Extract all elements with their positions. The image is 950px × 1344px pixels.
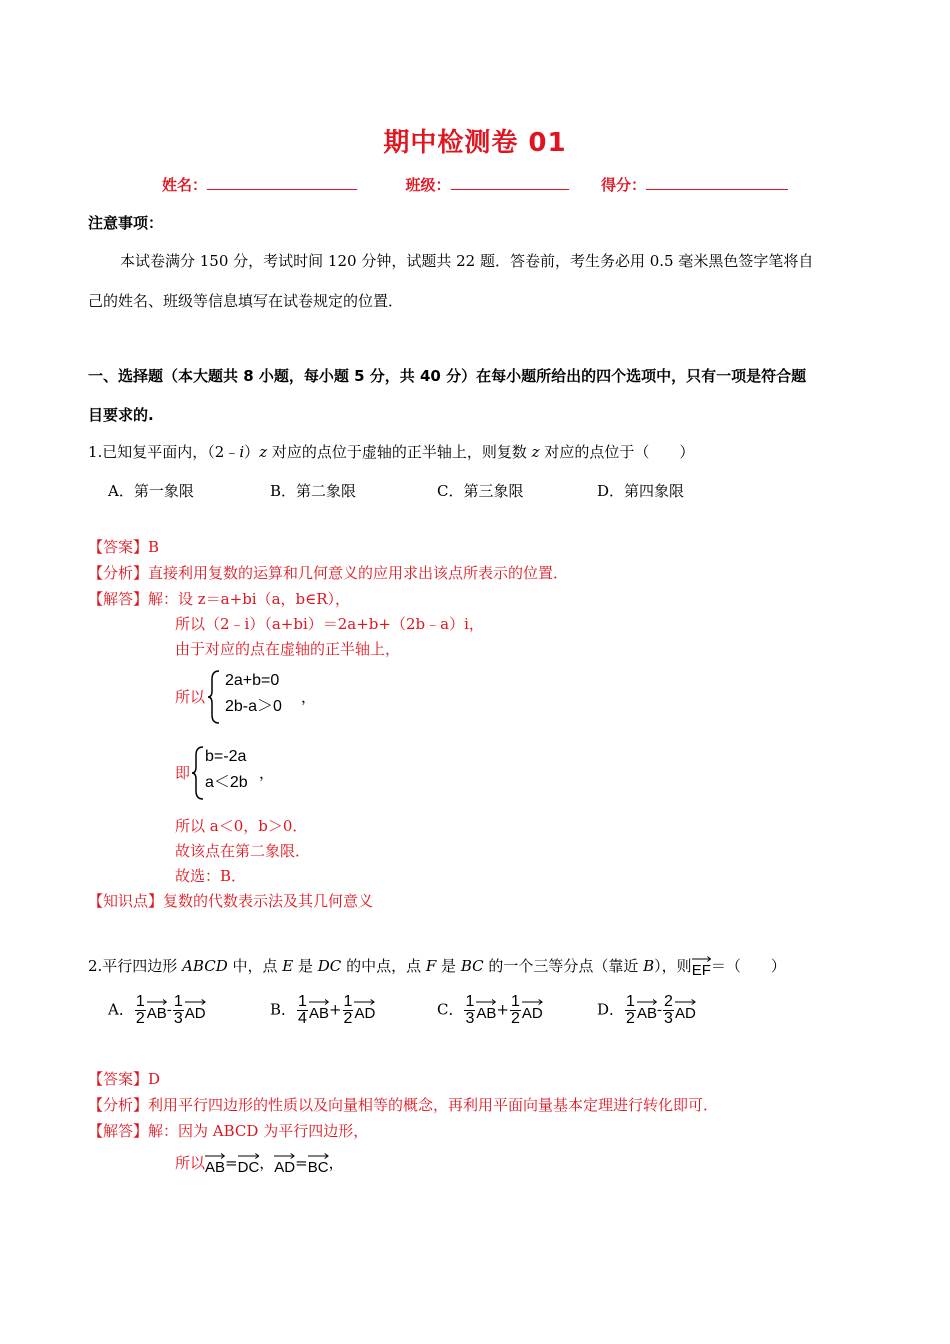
- notice-line-1: 本试卷满分 150 分，考试时间 120 分钟，试题共 22 题．答卷前，考生务必用 0.5 毫米黑色签字笔将自: [120, 252, 814, 270]
- q2-option-c[interactable]: C． $\frac{1}{3}$ AB+ $\frac{1}{2}$ AD: [437, 993, 543, 1027]
- question-2-stem: 2.平行四边形 ABCD 中，点 E 是 DC 的中点，点 F 是 BC 的一个三等分点（靠近 B），则 EF＝（ ）: [88, 957, 786, 979]
- q1-answer: 【答案】B: [88, 538, 160, 556]
- q1-option-c[interactable]: C．第三象限: [437, 482, 524, 500]
- q1-solution-line-7: 故该点在第二象限．: [175, 842, 311, 860]
- student-info-row: [162, 174, 788, 195]
- q1-option-b[interactable]: B．第二象限: [270, 482, 357, 500]
- question-1-stem: 1.已知复平面内，（2﹣i）z 对应的点位于虚轴的正半轴上，则复数 z 对应的点位于（ ）: [88, 443, 695, 461]
- score-field[interactable]: [646, 175, 788, 190]
- q2-answer: 【答案】D: [88, 1070, 161, 1088]
- q2-analysis: 【分析】利用平行四边形的性质以及向量相等的概念，再利用平面向量基本定理进行转化即可．: [88, 1096, 719, 1114]
- q1-option-a[interactable]: A．第一象限: [108, 482, 194, 500]
- q2-solution-line-1: 【解答】解：因为 ABCD 为平行四边形，: [88, 1122, 369, 1140]
- vector-ef: EF: [692, 956, 711, 979]
- class-field[interactable]: [451, 175, 569, 190]
- q2-option-d[interactable]: D． $\frac{1}{2}$ AB- $\frac{2}{3}$ AD: [597, 993, 696, 1027]
- q1-analysis: 【分析】直接利用复数的运算和几何意义的应用求出该点所表示的位置．: [88, 564, 569, 582]
- name-label: 姓名：: [162, 176, 208, 194]
- class-label: 班级：: [405, 176, 451, 194]
- q1-solution-line-2: 所以（2﹣i）（a+bi）＝2a+b+（2b﹣a）i，: [175, 615, 484, 633]
- q2-option-a[interactable]: A． $\frac{1}{2}$ AB- $\frac{1}{3}$ AD: [108, 993, 206, 1027]
- q1-solution-line-8: 故选：B．: [175, 867, 247, 885]
- score-label: 得分：: [600, 176, 646, 194]
- q2-solution-line-2: 所以 AB= DC， AD= BC，: [175, 1154, 344, 1176]
- q1-solution-line-6: 所以 a＜0，b＞0．: [175, 817, 308, 835]
- q1-solution-line-3: 由于对应的点在虚轴的正半轴上，: [175, 640, 401, 658]
- name-field[interactable]: [207, 175, 357, 190]
- q1-option-d[interactable]: D．第四象限: [597, 482, 685, 500]
- section-heading-line-2: 目要求的.: [88, 406, 154, 424]
- left-brace-icon: [207, 670, 221, 724]
- notice-line-2: 己的姓名、班级等信息填写在试卷规定的位置．: [88, 292, 404, 310]
- q1-knowledge-point: 【知识点】复数的代数表示法及其几何意义: [88, 892, 374, 910]
- q2-option-b[interactable]: B． $\frac{1}{4}$ AB+ $\frac{1}{2}$ AD: [270, 993, 376, 1027]
- left-brace-icon: [191, 746, 205, 800]
- notice-heading: 注意事项：: [88, 214, 164, 232]
- section-heading-line-1: 一、选择题（本大题共 8 小题，每小题 5 分，共 40 分）在每小题所给出的四个选项中，只有一项是符合题: [88, 367, 807, 385]
- q1-solution-line-1: 【解答】解：设 z＝a+bi（a，b∈R），: [88, 590, 351, 608]
- page-title: 期中检测卷 01: [383, 128, 567, 158]
